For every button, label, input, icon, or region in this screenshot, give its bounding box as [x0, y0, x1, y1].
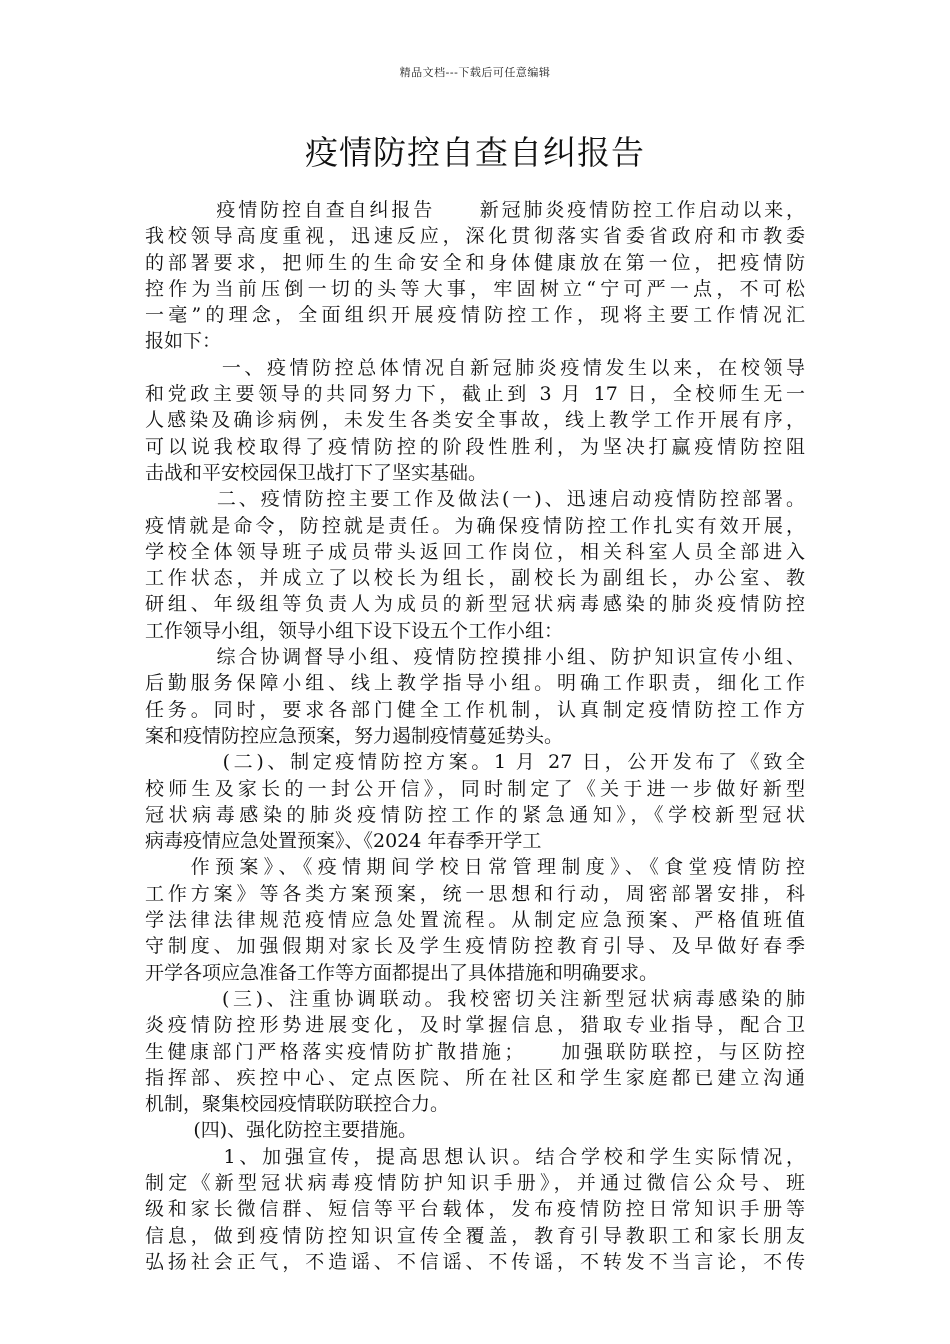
body-line: 工作方案》等各类方案预案，统一思想和行动，周密部署安排，科: [145, 882, 805, 905]
page-title: 疫情防控自查自纠报告: [305, 133, 645, 172]
body-line: 击战和平安校园保卫战打下了坚实基础。: [145, 461, 488, 484]
body-line: 学法律法律规范疫情应急处置流程。从制定应急预案、严格值班值: [145, 909, 805, 932]
body-line: 案和疫情防控应急预案，努力遏制疫情蔓延势头。: [145, 724, 564, 747]
body-line: 综合协调督导小组、疫情防控摸排小组、防护知识宣传小组、: [145, 646, 805, 669]
body-line: 人感染及确诊病例，未发生各类安全事故，线上教学工作开展有序，: [145, 409, 805, 432]
body-line: 生健康部门严格落实疫情防扩散措施； 加强联防联控，与区防控: [145, 1040, 805, 1063]
body-line: (四)、强化防控主要措施。: [145, 1119, 418, 1142]
body-line: 工作领导小组，领导小组下设下设五个工作小组：: [145, 619, 564, 642]
body-line: 守制度、加强假期对家长及学生疫情防控教育引导、及早做好春季: [145, 935, 805, 958]
body-line: 工作状态，并成立了以校长为组长，副校长为副组长，办公室、教: [145, 567, 805, 590]
body-line: 开学各项应急准备工作等方面都提出了具体措施和明确要求。: [145, 961, 659, 984]
body-line: 二、疫情防控主要工作及做法(一)、迅速启动疫情防控部署。: [145, 488, 805, 511]
body-line: 级和家长微信群、短信等平台载体，发布疫情防控日常知识手册等: [145, 1198, 805, 1221]
body-line: 研组、年级组等负责人为成员的新型冠状病毒感染的肺炎疫情防控: [145, 593, 805, 616]
body-line: 我校领导高度重视，迅速反应，深化贯彻落实省委省政府和市教委: [145, 225, 805, 248]
body-line: 作预案》、《疫情期间学校日常管理制度》、《食堂疫情防控: [145, 856, 805, 879]
body-line: 学校全体领导班子成员带头返回工作岗位，相关科室人员全部进入: [145, 540, 805, 563]
body-line: 制定《新型冠状病毒疫情防护知识手册》，并通过微信公众号、班: [145, 1171, 805, 1194]
body-line: 信息，做到疫情防控知识宣传全覆盖，教育引导教职工和家长朋友: [145, 1224, 805, 1247]
body-line: 冠状病毒感染的肺炎疫情防控工作的紧急通知》，《学校新型冠状: [145, 803, 805, 826]
header-note: 精品文档---下载后可任意编辑: [399, 66, 551, 79]
body-line: 和党政主要领导的共同努力下，截止到 3 月 17 日，全校师生无一: [145, 383, 805, 406]
body-line: 控作为当前压倒一切的头等大事，牢固树立“宁可严一点，不可松: [145, 277, 805, 300]
body-line: 后勤服务保障小组、线上教学指导小组。明确工作职责，细化工作: [145, 672, 805, 695]
body-line: 弘扬社会正气，不造谣、不信谣、不传谣，不转发不当言论，不传: [145, 1250, 805, 1273]
body-line: 一、疫情防控总体情况自新冠肺炎疫情发生以来，在校领导: [145, 356, 805, 379]
body-line: 任务。同时，要求各部门健全工作机制，认真制定疫情防控工作方: [145, 698, 805, 721]
body-line: (三)、注重协调联动。我校密切关注新型冠状病毒感染的肺: [145, 987, 805, 1010]
body-line: 病毒疫情应急处置预案》、《2024 年春季开学工: [145, 830, 542, 853]
body-line: 机制，聚集校园疫情联防联控合力。: [145, 1093, 450, 1116]
body-line: 报如下：: [145, 330, 222, 353]
body-line: (二)、制定疫情防控方案。1 月 27 日，公开发布了《致全: [145, 751, 805, 774]
body-line: 疫情防控自查自纠报告 新冠肺炎疫情防控工作启动以来，: [145, 199, 805, 221]
body-line: 1、加强宣传，提高思想认识。结合学校和学生实际情况，: [145, 1145, 805, 1168]
body-line: 一毫”的理念，全面组织开展疫情防控工作，现将主要工作情况汇: [145, 304, 805, 327]
body-line: 炎疫情防控形势进展变化，及时掌握信息，猎取专业指导，配合卫: [145, 1014, 805, 1037]
body-line: 可以说我校取得了疫情防控的阶段性胜利，为坚决打赢疫情防控阻: [145, 435, 805, 458]
body-line: 疫情就是命令，防控就是责任。为确保疫情防控工作扎实有效开展，: [145, 514, 805, 537]
body-line: 指挥部、疾控中心、定点医院、所在社区和学生家庭都已建立沟通: [145, 1066, 805, 1089]
body-line: 校师生及家长的一封公开信》，同时制定了《关于进一步做好新型: [145, 777, 805, 800]
body-line: 的部署要求，把师生的生命安全和身体健康放在第一位，把疫情防: [145, 251, 805, 274]
report-body: [145, 197, 805, 1275]
